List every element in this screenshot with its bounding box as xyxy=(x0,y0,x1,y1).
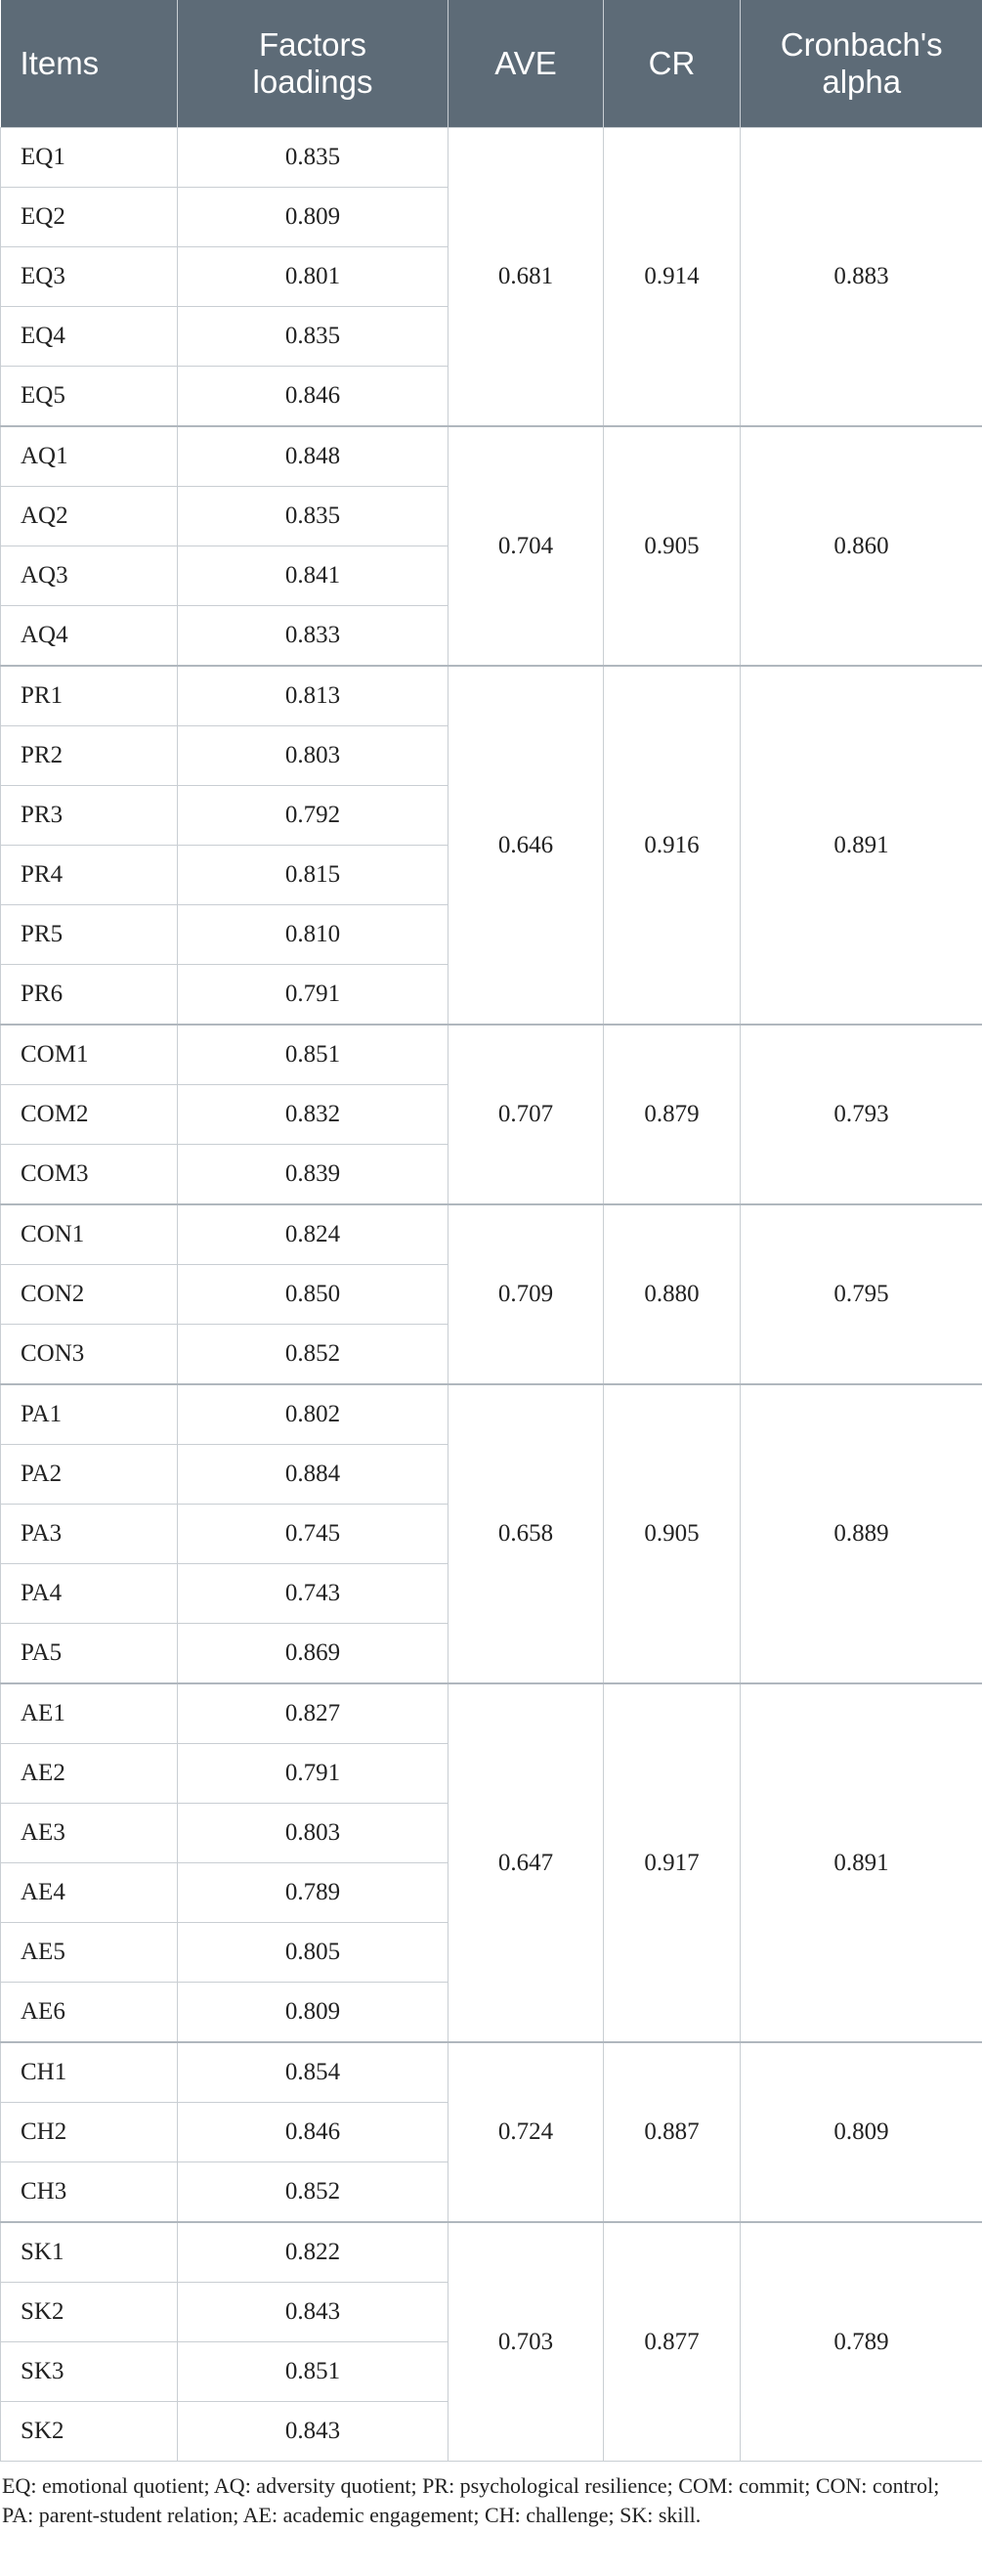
cronbach-alpha-cell: 0.809 xyxy=(741,2042,982,2222)
header-cronbach-alpha: Cronbach's alpha xyxy=(741,0,982,128)
factor-loading-cell: 0.791 xyxy=(178,1744,448,1804)
table-body xyxy=(1,128,982,2462)
item-cell: CON3 xyxy=(1,1325,178,1385)
item-cell: AE5 xyxy=(1,1923,178,1983)
table-row xyxy=(1,666,982,726)
table-row xyxy=(1,128,982,188)
factor-loading-cell: 0.809 xyxy=(178,188,448,247)
table-row xyxy=(1,2222,982,2283)
cronbach-alpha-cell: 0.860 xyxy=(741,426,982,666)
cronbach-alpha-cell: 0.891 xyxy=(741,666,982,1025)
item-cell: EQ4 xyxy=(1,307,178,367)
cr-cell: 0.916 xyxy=(604,666,741,1025)
item-cell: AE2 xyxy=(1,1744,178,1804)
header-items: Items xyxy=(1,0,178,128)
item-cell: SK2 xyxy=(1,2402,178,2462)
item-cell: PR6 xyxy=(1,965,178,1026)
cr-cell: 0.905 xyxy=(604,426,741,666)
item-cell: AQ4 xyxy=(1,606,178,667)
item-cell: CON2 xyxy=(1,1265,178,1325)
item-cell: AQ3 xyxy=(1,546,178,606)
factor-loading-cell: 0.850 xyxy=(178,1265,448,1325)
factor-loading-cell: 0.848 xyxy=(178,426,448,487)
item-cell: PA5 xyxy=(1,1624,178,1684)
item-cell: PA1 xyxy=(1,1384,178,1445)
cronbach-alpha-cell: 0.793 xyxy=(741,1025,982,1204)
cr-cell: 0.880 xyxy=(604,1204,741,1384)
table-row xyxy=(1,2042,982,2103)
item-cell: CON1 xyxy=(1,1204,178,1265)
ave-cell: 0.724 xyxy=(448,2042,604,2222)
item-cell: SK2 xyxy=(1,2283,178,2342)
factor-loading-cell: 0.791 xyxy=(178,965,448,1026)
header-cr: CR xyxy=(604,0,741,128)
header-row xyxy=(1,0,982,128)
factor-loading-cell: 0.843 xyxy=(178,2402,448,2462)
factor-loading-cell: 0.743 xyxy=(178,1564,448,1624)
table-row xyxy=(1,1384,982,1445)
factor-loading-cell: 0.835 xyxy=(178,487,448,546)
item-cell: AE1 xyxy=(1,1683,178,1744)
item-cell: PA2 xyxy=(1,1445,178,1505)
factor-loading-cell: 0.805 xyxy=(178,1923,448,1983)
factor-loading-cell: 0.833 xyxy=(178,606,448,667)
factor-loading-cell: 0.846 xyxy=(178,367,448,427)
item-cell: SK1 xyxy=(1,2222,178,2283)
item-cell: PR2 xyxy=(1,726,178,786)
factor-loading-cell: 0.802 xyxy=(178,1384,448,1445)
item-cell: EQ1 xyxy=(1,128,178,188)
item-cell: AE6 xyxy=(1,1983,178,2043)
item-cell: PR5 xyxy=(1,905,178,965)
item-cell: AQ1 xyxy=(1,426,178,487)
factor-loading-cell: 0.809 xyxy=(178,1983,448,2043)
factor-loading-cell: 0.854 xyxy=(178,2042,448,2103)
factor-loading-cell: 0.852 xyxy=(178,2162,448,2223)
factor-loading-cell: 0.815 xyxy=(178,846,448,905)
factor-loading-cell: 0.851 xyxy=(178,2342,448,2402)
ave-cell: 0.647 xyxy=(448,1683,604,2042)
cr-cell: 0.914 xyxy=(604,128,741,427)
item-cell: EQ2 xyxy=(1,188,178,247)
item-cell: PA4 xyxy=(1,1564,178,1624)
factor-loading-cell: 0.835 xyxy=(178,128,448,188)
table-row xyxy=(1,1683,982,1744)
item-cell: COM3 xyxy=(1,1145,178,1205)
item-cell: AE3 xyxy=(1,1804,178,1863)
factor-loading-cell: 0.822 xyxy=(178,2222,448,2283)
item-cell: PR1 xyxy=(1,666,178,726)
item-cell: COM1 xyxy=(1,1025,178,1085)
ave-cell: 0.709 xyxy=(448,1204,604,1384)
cr-cell: 0.905 xyxy=(604,1384,741,1683)
item-cell: COM2 xyxy=(1,1085,178,1145)
table-row xyxy=(1,1204,982,1265)
ave-cell: 0.646 xyxy=(448,666,604,1025)
item-cell: PR4 xyxy=(1,846,178,905)
factor-loading-cell: 0.810 xyxy=(178,905,448,965)
cr-cell: 0.887 xyxy=(604,2042,741,2222)
item-cell: SK3 xyxy=(1,2342,178,2402)
factor-loading-cell: 0.803 xyxy=(178,726,448,786)
factor-loading-cell: 0.827 xyxy=(178,1683,448,1744)
item-cell: PR3 xyxy=(1,786,178,846)
item-cell: EQ5 xyxy=(1,367,178,427)
cronbach-alpha-cell: 0.795 xyxy=(741,1204,982,1384)
factor-loading-cell: 0.846 xyxy=(178,2103,448,2162)
factor-loading-cell: 0.843 xyxy=(178,2283,448,2342)
ave-cell: 0.658 xyxy=(448,1384,604,1683)
item-cell: PA3 xyxy=(1,1505,178,1564)
factor-loading-cell: 0.835 xyxy=(178,307,448,367)
factor-loading-cell: 0.839 xyxy=(178,1145,448,1205)
ave-cell: 0.703 xyxy=(448,2222,604,2462)
item-cell: CH2 xyxy=(1,2103,178,2162)
factor-loading-cell: 0.745 xyxy=(178,1505,448,1564)
cronbach-alpha-cell: 0.891 xyxy=(741,1683,982,2042)
factor-loading-cell: 0.851 xyxy=(178,1025,448,1085)
factor-loading-cell: 0.832 xyxy=(178,1085,448,1145)
cronbach-alpha-cell: 0.883 xyxy=(741,128,982,427)
ave-cell: 0.704 xyxy=(448,426,604,666)
item-cell: EQ3 xyxy=(1,247,178,307)
factor-loading-cell: 0.884 xyxy=(178,1445,448,1505)
factor-loading-cell: 0.869 xyxy=(178,1624,448,1684)
ave-cell: 0.681 xyxy=(448,128,604,427)
cr-cell: 0.877 xyxy=(604,2222,741,2462)
cr-cell: 0.917 xyxy=(604,1683,741,2042)
table-row xyxy=(1,426,982,487)
table-row xyxy=(1,1025,982,1085)
factor-loading-cell: 0.792 xyxy=(178,786,448,846)
factor-loading-cell: 0.803 xyxy=(178,1804,448,1863)
cronbach-alpha-cell: 0.889 xyxy=(741,1384,982,1683)
factor-loading-cell: 0.841 xyxy=(178,546,448,606)
cronbach-alpha-cell: 0.789 xyxy=(741,2222,982,2462)
factor-loading-cell: 0.813 xyxy=(178,666,448,726)
header-ave: AVE xyxy=(448,0,604,128)
factor-loading-cell: 0.852 xyxy=(178,1325,448,1385)
factor-loading-cell: 0.824 xyxy=(178,1204,448,1265)
item-cell: CH3 xyxy=(1,2162,178,2223)
item-cell: AE4 xyxy=(1,1863,178,1923)
cr-cell: 0.879 xyxy=(604,1025,741,1204)
factor-loading-cell: 0.789 xyxy=(178,1863,448,1923)
table-header xyxy=(1,0,982,128)
table-footnote: EQ: emotional quotient; AQ: adversity quotient; PR: psychological resilience; COM: commit; CON: control; PA: parent-student relation; AE: academic engagement; CH: challenge; SK: skill. xyxy=(2,2473,940,2527)
item-cell: CH1 xyxy=(1,2042,178,2103)
factor-loading-cell: 0.801 xyxy=(178,247,448,307)
header-factor-loadings: Factors loadings xyxy=(178,0,448,128)
ave-cell: 0.707 xyxy=(448,1025,604,1204)
item-cell: AQ2 xyxy=(1,487,178,546)
